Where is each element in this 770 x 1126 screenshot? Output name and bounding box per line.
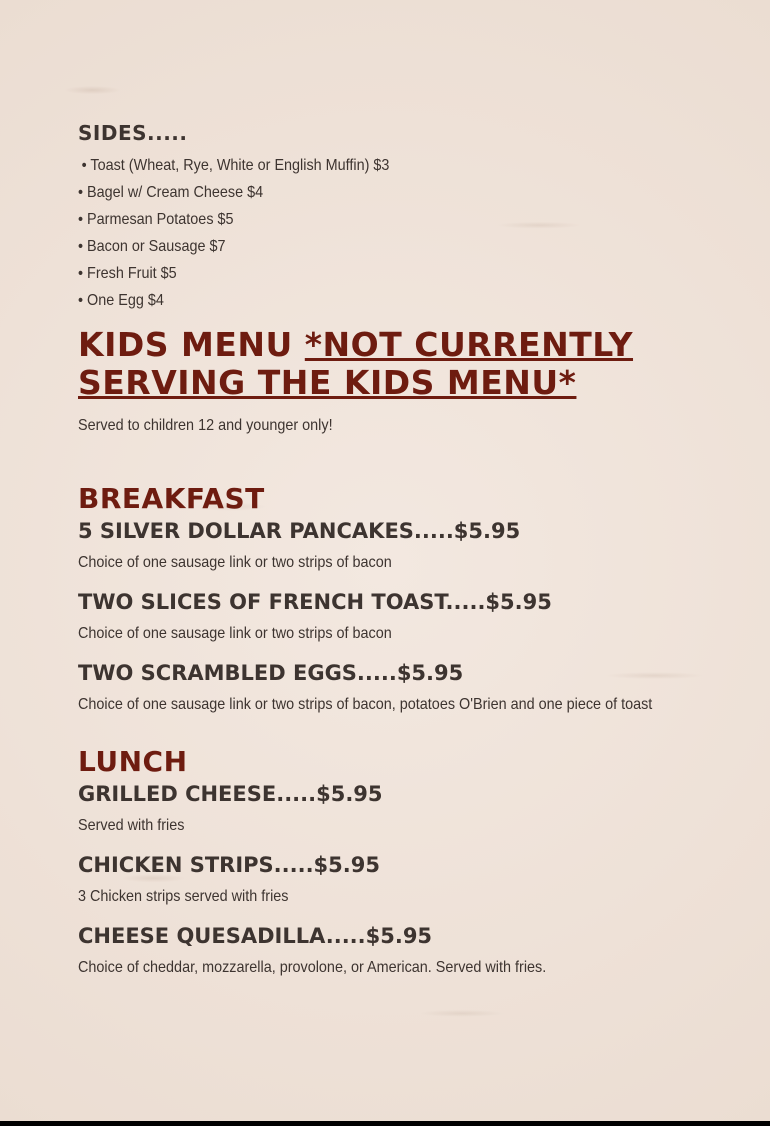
bottom-bar: [0, 1121, 770, 1126]
sides-item: • Toast (Wheat, Rye, White or English Muffin) $3: [81, 157, 390, 174]
menu-item: [78, 587, 718, 646]
menu-item-name: 5 SILVER DOLLAR PANCAKES.....$5.95: [78, 519, 521, 543]
menu-item-desc: Served with fries: [78, 817, 185, 834]
sides-item: • Bacon or Sausage $7: [78, 238, 226, 255]
sides-list: [78, 152, 718, 314]
kids-menu-title: [78, 326, 718, 402]
menu-item: [78, 921, 718, 980]
menu-item-desc: Choice of one sausage link or two strips of bacon, potatoes O'Brien and one piece of toast: [78, 696, 653, 713]
menu-item: [78, 516, 718, 575]
menu-item-desc: Choice of cheddar, mozzarella, provolone, or American. Served with fries.: [78, 959, 547, 976]
menu-item-name: TWO SCRAMBLED EGGS.....$5.95: [78, 661, 464, 685]
menu-item: [78, 850, 718, 909]
sides-item: • Parmesan Potatoes $5: [78, 211, 234, 228]
menu-item-desc: Choice of one sausage link or two strips of bacon: [78, 625, 392, 642]
menu-item: [78, 779, 718, 838]
menu-item-name: GRILLED CHEESE.....$5.95: [78, 782, 383, 806]
sides-item: • One Egg $4: [78, 292, 164, 309]
menu-content: [78, 118, 718, 992]
menu-item-desc: Choice of one sausage link or two strips of bacon: [78, 554, 392, 571]
menu-item-name: CHICKEN STRIPS.....$5.95: [78, 853, 380, 877]
menu-item-name: TWO SLICES OF FRENCH TOAST.....$5.95: [78, 590, 552, 614]
sides-item: • Fresh Fruit $5: [78, 265, 177, 282]
kids-menu-title-text: KIDS MENU: [78, 325, 305, 364]
lunch-title: LUNCH: [78, 745, 188, 778]
menu-item-name: CHEESE QUESADILLA.....$5.95: [78, 924, 433, 948]
kids-menu-subtitle: Served to children 12 and younger only!: [78, 417, 333, 434]
breakfast-title: BREAKFAST: [78, 482, 265, 515]
kids-menu-note: *NOT CURRENTLY SERVING THE KIDS MENU*: [78, 325, 634, 402]
sides-title: SIDES.....: [78, 121, 188, 145]
sides-item: • Bagel w/ Cream Cheese $4: [78, 184, 264, 201]
menu-item-desc: 3 Chicken strips served with fries: [78, 888, 289, 905]
menu-item: [78, 658, 718, 717]
